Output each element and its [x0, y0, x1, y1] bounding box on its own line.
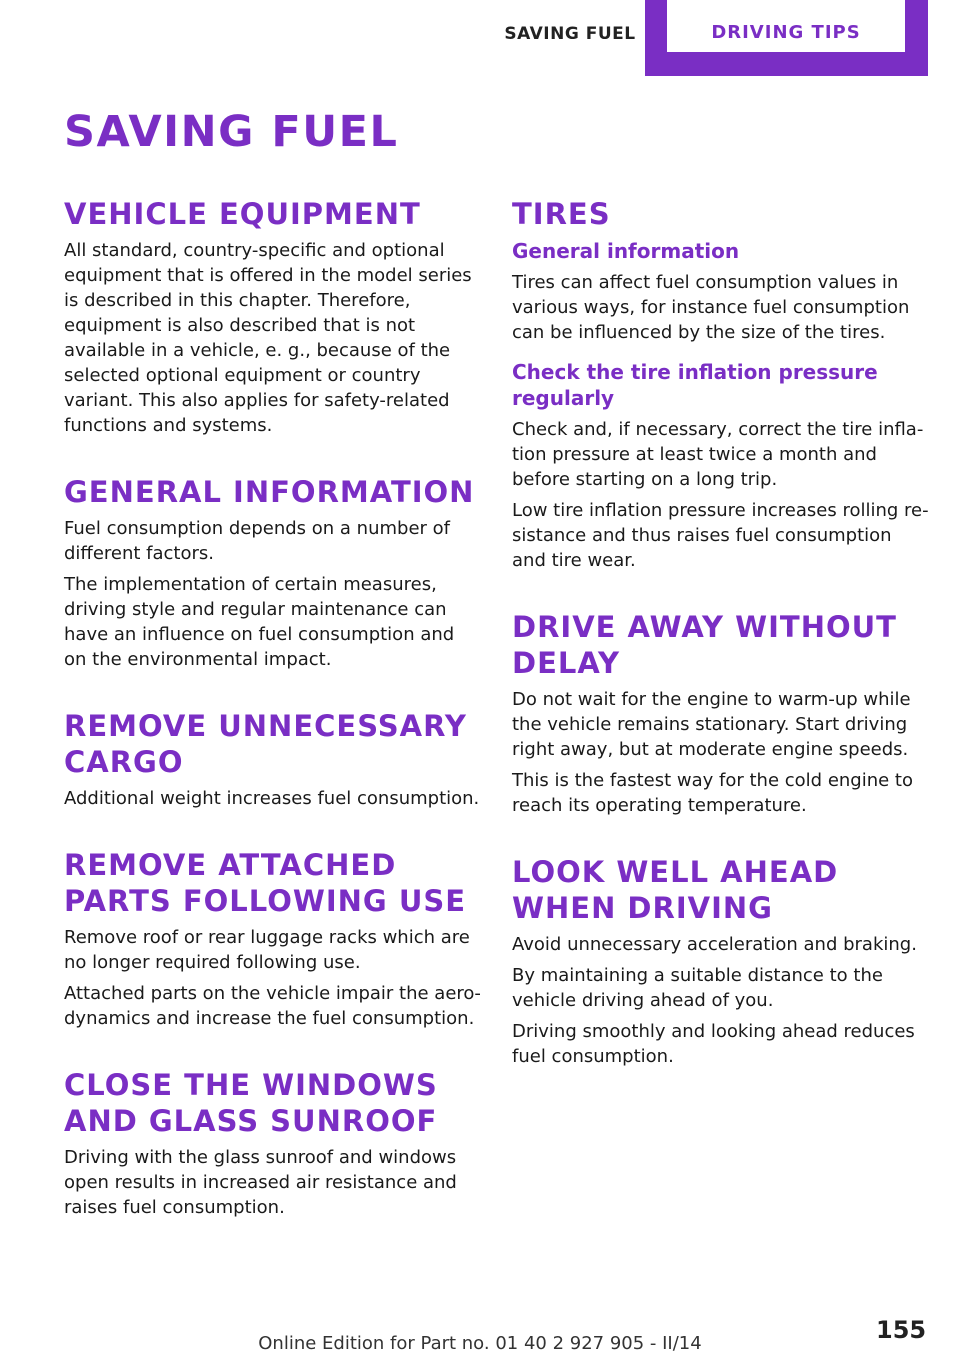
edition-footer: Online Edition for Part no. 01 40 2 927 905 - II/14: [258, 1333, 702, 1354]
chapter-tab[interactable]: [645, 0, 928, 76]
paragraph: All standard, country-specific and optional equipment that is offered in the model series is described in this chapter. Therefore, equipment is also described that is not available in a vehicle, e. g., because of the selected optional equipment or country variant. This also applies for safety-related functions and systems.: [64, 240, 472, 436]
paragraph: Do not wait for the engine to warm-up while the vehicle remains stationary. Start driving right away, but at moderate engine speeds.: [512, 689, 911, 760]
heading-tires: TIRES: [512, 197, 611, 231]
paragraph: Remove roof or rear luggage racks which are no longer required following use.: [64, 927, 470, 973]
page-title: SAVING FUEL: [64, 107, 399, 157]
heading-remove-cargo: REMOVE UNNECESSARY CARGO: [64, 709, 467, 779]
paragraph: Tires can affect fuel consumption values in various ways, for instance fuel consumption can be influenced by the size of the tires.: [512, 272, 910, 343]
right-column: [512, 196, 930, 1075]
paragraph: Avoid unnecessary acceleration and braking.: [512, 934, 917, 955]
paragraph: Driving smoothly and looking ahead reduces fuel consumption.: [512, 1021, 915, 1067]
left-column: [64, 196, 482, 1226]
page-number: 155: [876, 1316, 927, 1344]
chapter-tab-label: DRIVING TIPS: [667, 0, 905, 52]
heading-look-ahead: LOOK WELL AHEAD WHEN DRIVING: [512, 855, 839, 925]
heading-general-information: GENERAL INFORMATION: [64, 475, 475, 509]
running-header-section: SAVING FUEL: [504, 24, 636, 44]
paragraph: By maintaining a suitable distance to the vehicle driving ahead of you.: [512, 965, 883, 1011]
subheading-check-tire-pressure: Check the tire inflation pressure regularly: [512, 360, 878, 410]
paragraph: Check and, if necessary, correct the tire inflation pressure at least twice a month and before starting on a long trip.: [512, 419, 924, 490]
subheading-general-information: General information: [512, 239, 740, 263]
heading-vehicle-equipment: VEHICLE EQUIPMENT: [64, 197, 421, 231]
paragraph: Attached parts on the vehicle impair the aerodynamics and increase the fuel consumption.: [64, 983, 481, 1029]
paragraph: Low tire inflation pressure increases rolling resistance and thus raises fuel consumption and tire wear.: [512, 500, 929, 571]
paragraph: The implementation of certain measures, driving style and regular maintenance can have an influence on fuel consumption and on the environmental impact.: [64, 574, 455, 670]
paragraph: Additional weight increases fuel consumption.: [64, 788, 480, 809]
heading-drive-away: DRIVE AWAY WITHOUT DELAY: [512, 610, 897, 680]
paragraph: This is the fastest way for the cold engine to reach its operating temperature.: [512, 770, 914, 816]
heading-close-windows: CLOSE THE WINDOWS AND GLASS SUNROOF: [64, 1068, 438, 1138]
paragraph: Fuel consumption depends on a number of different factors.: [64, 518, 450, 564]
paragraph: Driving with the glass sunroof and windows open results in increased air resistance and raises fuel consumption.: [64, 1147, 457, 1218]
heading-remove-attached-parts: REMOVE ATTACHED PARTS FOLLOWING USE: [64, 848, 467, 918]
